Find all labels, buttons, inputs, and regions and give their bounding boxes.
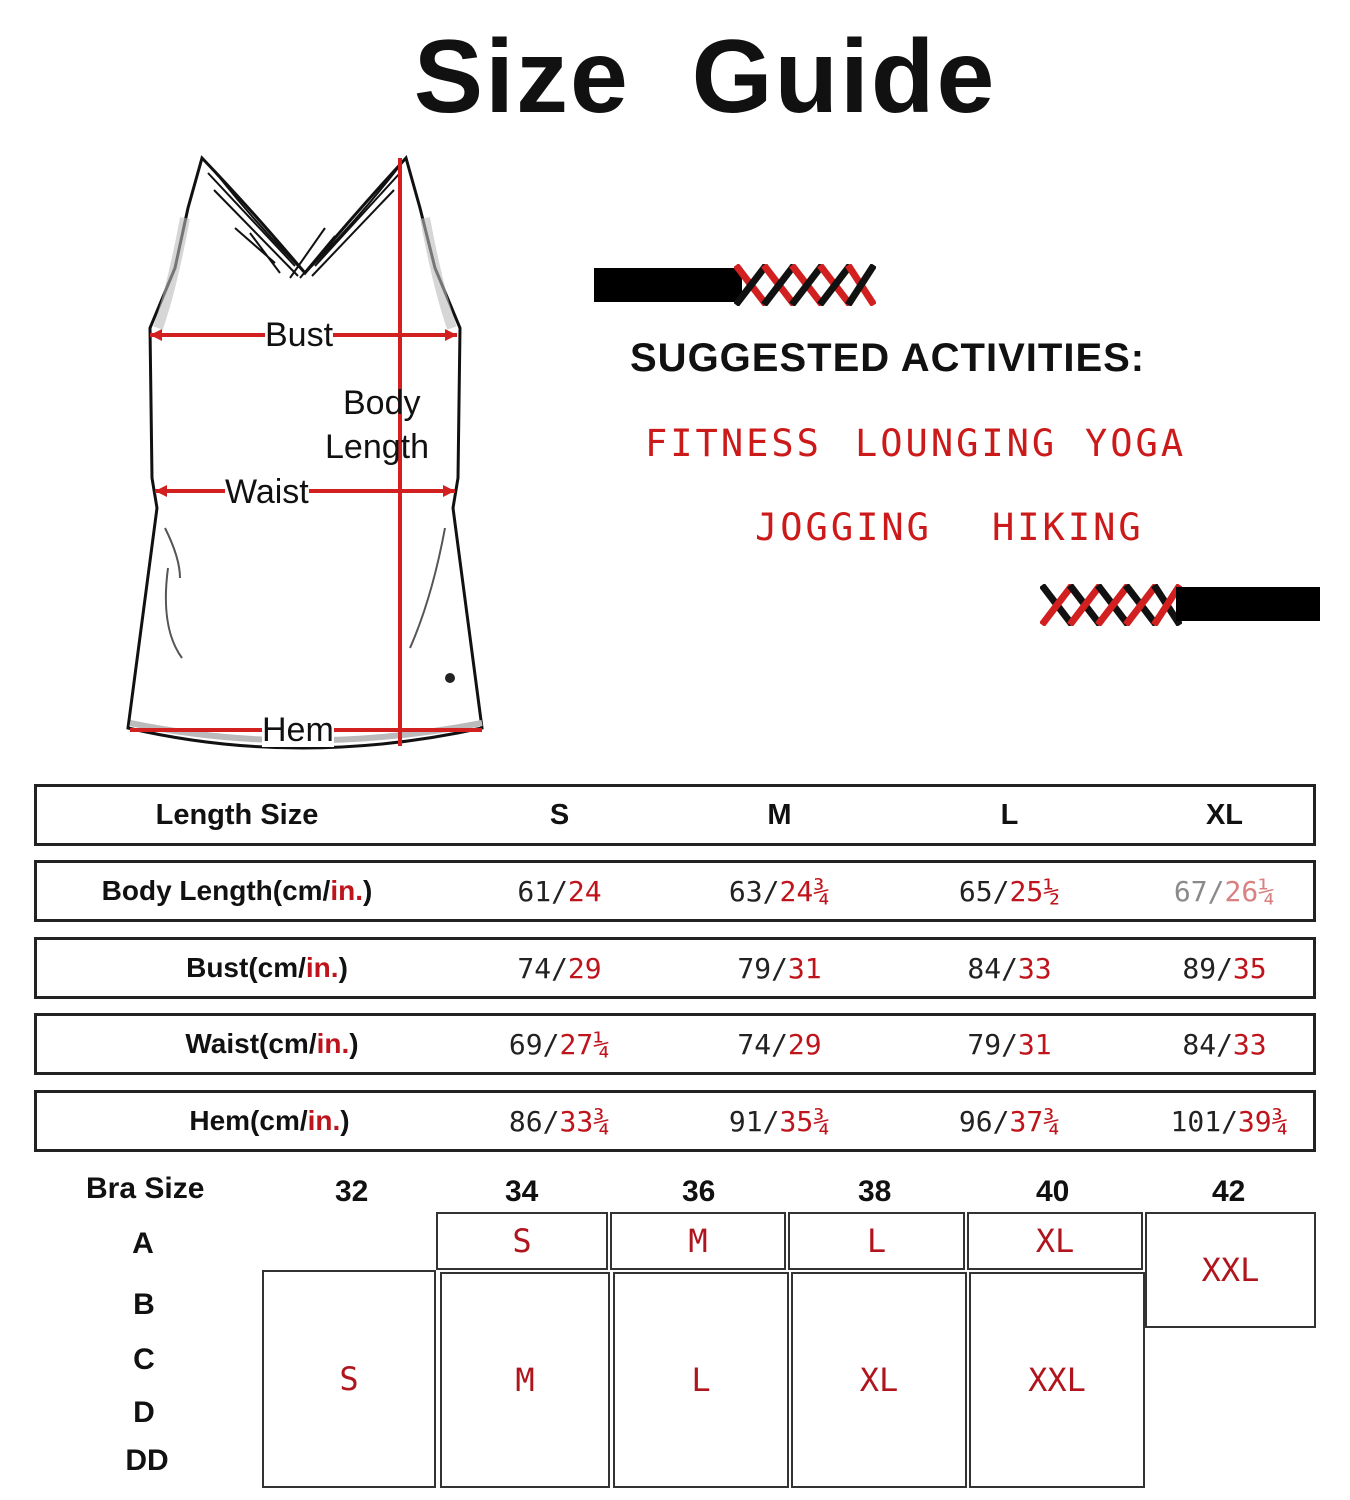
band-38: 38 — [858, 1175, 892, 1208]
activities-heading: SUGGESTED ACTIVITIES: — [630, 336, 1146, 380]
cm-value: 63 — [728, 874, 763, 908]
cm-value: 74 — [517, 951, 552, 985]
activity-yoga: YOGA — [1085, 422, 1187, 465]
band-36: 36 — [682, 1175, 716, 1208]
row-label-text: Hem(cm/ — [189, 1105, 308, 1136]
tank-top-drawing — [110, 148, 510, 768]
slash: / — [1001, 1027, 1018, 1061]
cross-stitch-icon — [1040, 584, 1182, 626]
hem-label: Hem — [262, 711, 334, 749]
row-label-close: ) — [363, 875, 373, 906]
cm-value: 84 — [967, 951, 1002, 985]
decorative-cross-stitch-top — [734, 264, 876, 306]
value-cell-s — [457, 863, 662, 919]
slash: / — [1216, 1027, 1233, 1061]
cm-value: 61 — [517, 874, 552, 908]
size-box-bdd-40: XXL — [969, 1272, 1145, 1488]
in-value: 33¾ — [559, 1104, 611, 1138]
activity-fitness: FITNESS — [645, 422, 822, 465]
slash: / — [762, 874, 780, 908]
tank-top-illustration — [110, 148, 510, 768]
in-value: 33 — [1232, 1027, 1267, 1061]
row-label — [37, 940, 497, 996]
header-size-m: M — [767, 798, 792, 831]
slash: / — [992, 1104, 1010, 1138]
band-34: 34 — [505, 1175, 539, 1208]
size-box-a-36: M — [610, 1212, 786, 1270]
size-box-a-42: XXL — [1145, 1212, 1316, 1328]
cup-c: C — [133, 1343, 155, 1376]
row-label — [37, 863, 437, 919]
row-label-text: Body Length(cm/ — [101, 875, 331, 906]
slash: / — [1207, 874, 1225, 908]
activity-hiking: HIKING — [992, 506, 1144, 549]
value-cell-xl — [1122, 863, 1327, 919]
slash: / — [762, 1104, 780, 1138]
value-cell-s — [457, 940, 662, 996]
cm-value: 65 — [958, 874, 993, 908]
in-value: 31 — [1017, 1027, 1052, 1061]
row-label-unit: in. — [305, 952, 339, 983]
in-value: 37¾ — [1009, 1104, 1061, 1138]
slash: / — [551, 951, 568, 985]
row-label-close: ) — [340, 1105, 350, 1136]
decorative-bar-top — [594, 268, 742, 302]
cm-value: 86 — [508, 1104, 543, 1138]
cm-value: 79 — [737, 951, 772, 985]
value-cell-l — [907, 1093, 1112, 1149]
value-cell-m — [677, 863, 882, 919]
value-cell-xl — [1122, 940, 1327, 996]
in-value: 27¼ — [559, 1027, 611, 1061]
size-box-bdd-38: XL — [791, 1272, 967, 1488]
size-box-a-40: XL — [967, 1212, 1143, 1270]
measurement-row-waist — [34, 1013, 1316, 1075]
value-cell-m — [677, 1093, 882, 1149]
slash: / — [771, 951, 788, 985]
slash: / — [992, 874, 1010, 908]
row-label-text: Waist(cm/ — [185, 1028, 317, 1059]
in-value: 29 — [787, 1027, 822, 1061]
in-value: 26¼ — [1224, 874, 1276, 908]
band-40: 40 — [1036, 1175, 1070, 1208]
slash: / — [1216, 951, 1233, 985]
slash: / — [1001, 951, 1018, 985]
value-cell-l — [907, 863, 1112, 919]
waist-label: Waist — [225, 473, 309, 511]
cup-b: B — [133, 1288, 155, 1321]
value-cell-s — [457, 1093, 662, 1149]
slash: / — [551, 874, 568, 908]
cm-value: 74 — [737, 1027, 772, 1061]
size-box-a-38: L — [788, 1212, 965, 1270]
size-box-bdd-32: S — [262, 1270, 436, 1488]
cross-stitch-icon — [734, 264, 876, 306]
slash: / — [542, 1104, 560, 1138]
row-label-unit: in. — [316, 1028, 350, 1059]
value-cell-l — [907, 1016, 1112, 1072]
size-box-bdd-36: L — [613, 1272, 789, 1488]
in-value: 35¾ — [779, 1104, 831, 1138]
in-value: 25½ — [1009, 874, 1061, 908]
in-value: 31 — [787, 951, 822, 985]
value-cell-l — [907, 940, 1112, 996]
cm-value: 67 — [1173, 874, 1208, 908]
activity-jogging: JOGGING — [755, 506, 932, 549]
in-value: 35 — [1232, 951, 1267, 985]
cm-value: 96 — [958, 1104, 993, 1138]
cup-a: A — [132, 1227, 154, 1260]
bra-size-heading: Bra Size — [86, 1172, 205, 1205]
in-value: 33 — [1017, 951, 1052, 985]
header-size-s: S — [549, 798, 570, 831]
header-size-l: L — [1000, 798, 1019, 831]
decorative-bar-bottom — [1176, 587, 1320, 621]
in-value: 29 — [567, 951, 602, 985]
in-value: 39¾ — [1237, 1104, 1289, 1138]
value-cell-s — [457, 1016, 662, 1072]
cm-value: 89 — [1182, 951, 1217, 985]
cm-value: 84 — [1182, 1027, 1217, 1061]
row-label — [37, 1016, 507, 1072]
value-cell-m — [677, 940, 882, 996]
in-value: 24 — [567, 874, 602, 908]
cm-value: 91 — [728, 1104, 763, 1138]
value-cell-xl — [1122, 1093, 1337, 1149]
row-label-unit: in. — [307, 1105, 341, 1136]
cup-d: D — [133, 1396, 155, 1429]
in-value: 24¾ — [779, 874, 831, 908]
header-length-size: Length Size — [155, 798, 319, 831]
cup-dd: DD — [125, 1444, 169, 1477]
value-cell-xl — [1122, 1016, 1327, 1072]
cm-value: 79 — [967, 1027, 1002, 1061]
measurement-row-bust — [34, 937, 1316, 999]
activity-lounging: LOUNGING — [855, 422, 1058, 465]
row-label-unit: in. — [330, 875, 363, 906]
band-42: 42 — [1212, 1175, 1246, 1208]
slash: / — [542, 1027, 560, 1061]
header-size-xl: XL — [1205, 798, 1244, 831]
decorative-cross-stitch-bottom — [1040, 584, 1182, 626]
measurement-row-body-length — [34, 860, 1316, 922]
page-title: Size Guide — [413, 19, 997, 135]
row-label-close: ) — [349, 1028, 359, 1059]
slash: / — [1221, 1104, 1238, 1138]
bust-label: Bust — [265, 316, 334, 354]
body-length-label-line1: Body — [343, 384, 421, 422]
band-32: 32 — [335, 1175, 369, 1208]
measurement-row-hem — [34, 1090, 1316, 1152]
row-label-text: Bust(cm/ — [186, 952, 306, 983]
slash: / — [771, 1027, 788, 1061]
size-box-bdd-34: M — [440, 1272, 610, 1488]
value-cell-m — [677, 1016, 882, 1072]
cm-value: 69 — [508, 1027, 543, 1061]
body-length-label-line2: Length — [325, 428, 429, 466]
row-label — [37, 1093, 502, 1149]
row-label-close: ) — [338, 952, 348, 983]
cm-value: 101 — [1170, 1104, 1222, 1138]
size-box-a-34: S — [436, 1212, 608, 1270]
measurements-header-row — [34, 784, 1316, 846]
